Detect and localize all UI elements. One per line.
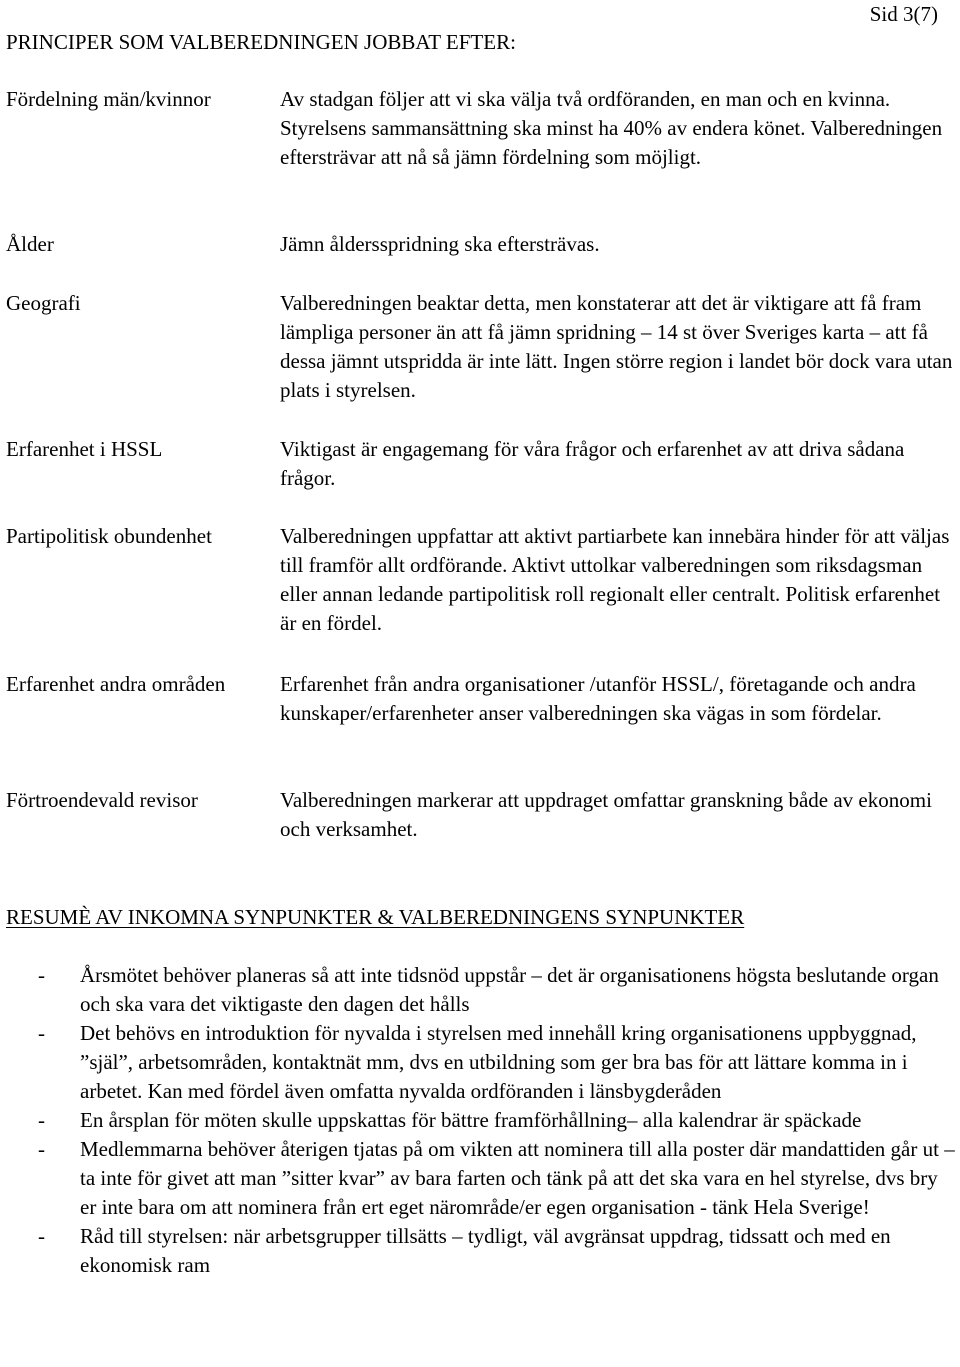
principle-label-other-experience: Erfarenhet andra områden (6, 672, 226, 696)
principle-text-other-experience: Erfarenhet från andra organisationer /utanför HSSL/, företagande och andra kunskaper/erfarenheter anser valberedningen ska vägas in som fördelar. (280, 672, 916, 725)
principle-label-party-independence: Partipolitisk obundenhet (6, 524, 212, 548)
summary-list-item (0, 1222, 960, 1280)
summary-item-text: En årsplan för möten skulle uppskattas för bättre framförhållning– alla kalendrar är späckade (80, 1108, 862, 1132)
principle-text-party-independence: Valberedningen uppfattar att aktivt partiarbete kan innebära hinder för att väljas till framför allt ordförande. Aktivt uttolkar valberedningen som riksdagsman eller annan ledande partipolitisk roll regionalt eller centralt. Politisk erfarenhet är en fördel. (280, 524, 950, 635)
dash-bullet: - (38, 963, 45, 987)
principle-label-geography: Geografi (6, 291, 81, 315)
dash-bullet: - (38, 1108, 45, 1132)
summary-item-text: Det behövs en introduktion för nyvalda i styrelsen med innehåll kring organisationens uppbyggnad, ”själ”, arbetsområden, kontaktnät mm, dvs en utbildning som ger bra bas för att lättare komma in i arbetet. Kan med fördel även omfatta nyvalda ordföranden i länsbygderåden (80, 1021, 917, 1103)
page-number: Sid 3(7) (869, 2, 938, 26)
summary-list-item (0, 1135, 960, 1222)
summary-list-item (0, 1106, 960, 1135)
principle-label-experience-hssl: Erfarenhet i HSSL (6, 437, 163, 461)
principle-text-age: Jämn åldersspridning ska eftersträvas. (280, 232, 600, 256)
summary-item-text: Råd till styrelsen: när arbetsgrupper tillsätts – tydligt, väl avgränsat uppdrag, tidssatt och med en ekonomisk ram (80, 1224, 891, 1277)
section-heading-summary: RESUMÈ AV INKOMNA SYNPUNKTER & VALBEREDNINGENS SYNPUNKTER (6, 905, 745, 929)
principle-text-auditor: Valberedningen markerar att uppdraget omfattar granskning både av ekonomi och verksamhet. (280, 788, 932, 841)
summary-list-item (0, 961, 960, 1019)
section-heading-principles: PRINCIPER SOM VALBEREDNINGEN JOBBAT EFTER: (6, 30, 516, 54)
principle-label-age: Ålder (6, 232, 54, 256)
summary-list-item (0, 1019, 960, 1106)
summary-item-text: Årsmötet behöver planeras så att inte tidsnöd uppstår – det är organisationens högsta beslutande organ och ska vara det viktigaste den dagen det hålls (80, 963, 939, 1016)
principle-label-auditor: Förtroendevald revisor (6, 788, 198, 812)
principle-label-gender: Fördelning män/kvinnor (6, 87, 211, 111)
principle-text-geography: Valberedningen beaktar detta, men konstaterar att det är viktigare att få fram lämpliga personer än att få jämn spridning – 14 st över Sveriges karta – att få dessa jämnt utspridda är inte lätt. Ingen större region i landet bör dock vara utan plats i styrelsen. (280, 291, 953, 402)
principle-text-experience-hssl: Viktigast är engagemang för våra frågor och erfarenhet av att driva sådana frågor. (280, 437, 905, 490)
dash-bullet: - (38, 1021, 45, 1045)
dash-bullet: - (38, 1224, 45, 1248)
dash-bullet: - (38, 1137, 45, 1161)
summary-item-text: Medlemmarna behöver återigen tjatas på om vikten att nominera till alla poster där mandattiden går ut – ta inte för givet att man ”sitter kvar” av bara farten och tänk på att det ska vara en hel styrelse, dvs bry er inte bara om att nominera från ert eget närområde/er egen organisation - tänk Hela Sverige! (80, 1137, 955, 1219)
principle-text-gender: Av stadgan följer att vi ska välja två ordföranden, en man och en kvinna. Styrelsens sammansättning ska minst ha 40% av endera könet. Valberedningen eftersträvar att nå så jämn fördelning som möjligt. (280, 87, 943, 169)
summary-list (0, 961, 960, 1280)
